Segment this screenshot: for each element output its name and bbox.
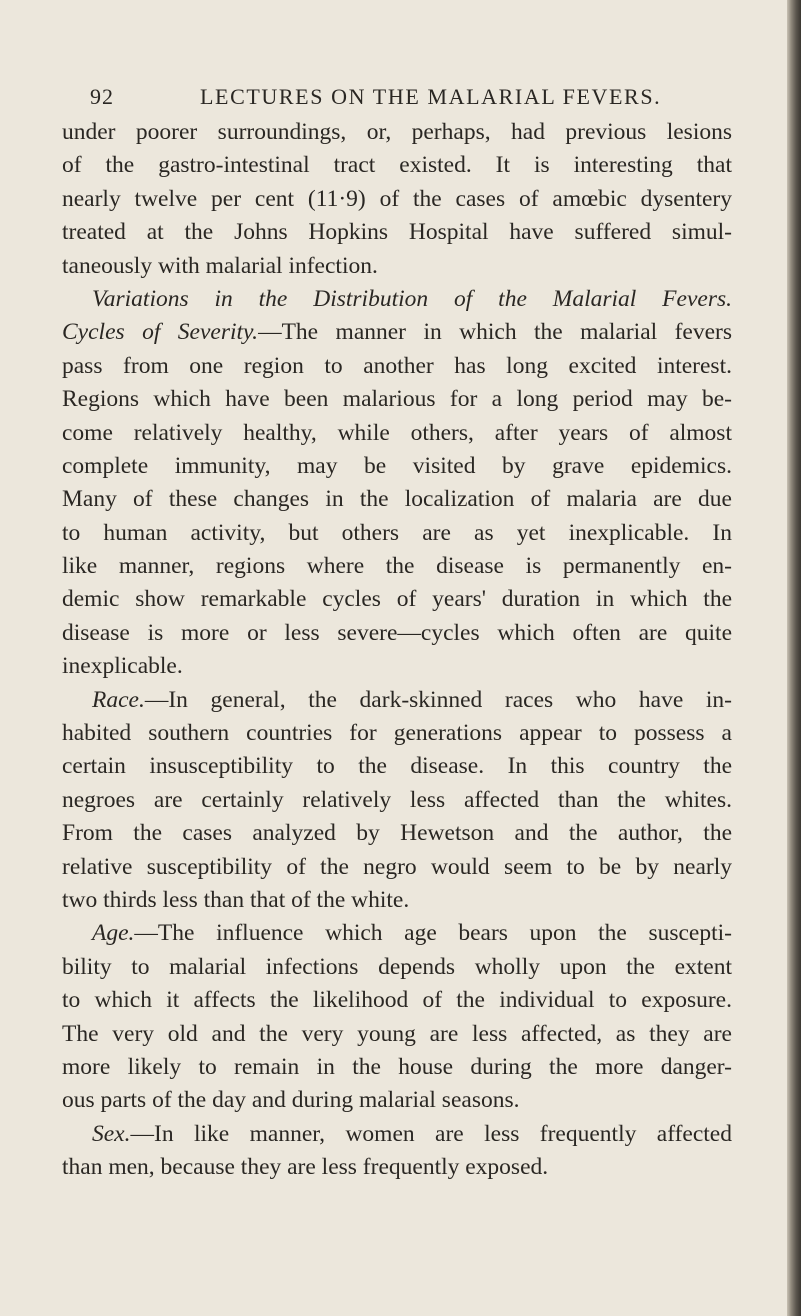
text-line: pass from one region to another has long excited interest.: [62, 352, 732, 379]
text-line: bility to malarial infections depends wholly upon the extent: [62, 953, 732, 980]
text-line: nearly twelve per cent (11·9) of the cases of amœbic dysentery: [62, 185, 732, 212]
text-run: —The influence which age bears upon the suscepti-: [134, 920, 732, 947]
subsection-heading: Age.: [92, 920, 135, 947]
text-line: demic show remarkable cycles of years' duration in which the: [62, 586, 732, 613]
text-line: more likely to remain in the house during the more danger-: [62, 1053, 732, 1080]
text-line: under poorer surroundings, or, perhaps, had previous lesions: [62, 119, 732, 145]
text-line: relative susceptibility of the negro would seem to be by nearly: [62, 853, 732, 880]
subsection-heading: Cycles of Severity.: [62, 319, 259, 346]
text-line: disease is more or less severe—cycles which often are quite: [62, 619, 732, 646]
subsection-heading: Sex.: [92, 1120, 131, 1147]
text-line: [62, 917, 732, 950]
text-line: two thirds less than that of the white.: [62, 886, 410, 913]
text-line: [62, 316, 732, 349]
text-line: The very old and the very young are less affected, as they are: [62, 1020, 732, 1047]
text-line: ous parts of the day and during malarial seasons.: [62, 1087, 520, 1114]
text-line: From the cases analyzed by Hewetson and the author, the: [62, 820, 732, 847]
text-line: complete immunity, may be visited by grave epidemics.: [62, 452, 732, 479]
text-run: —In like manner, women are less frequently affected: [130, 1120, 732, 1147]
text-line: habited southern countries for generations appear to possess a: [62, 720, 732, 747]
text-line: treated at the Johns Hopkins Hospital have suffered simul-: [62, 219, 732, 246]
text-line: of the gastro-intestinal tract existed. It is interesting that: [62, 152, 732, 179]
text-line: come relatively healthy, while others, after years of almost: [62, 419, 732, 446]
page-binding-shadow: [787, 0, 801, 1316]
subsection-heading: Race.: [92, 686, 145, 713]
text-line: inexplicable.: [62, 653, 183, 680]
text-line: than men, because they are less frequently exposed.: [62, 1154, 549, 1181]
page-header: [90, 84, 730, 112]
text-line: [62, 684, 732, 717]
text-run: —In general, the dark-skinned races who have in-: [144, 686, 732, 713]
text-line: like manner, regions where the disease is permanently en-: [62, 553, 732, 580]
text-line: negroes are certainly relatively less affected than the whites.: [62, 786, 732, 813]
text-line: taneously with malarial infection.: [62, 252, 378, 279]
text-line: [62, 1118, 732, 1151]
text-line: Many of these changes in the localization of malaria are due: [62, 486, 732, 513]
text-line: certain insusceptibility to the disease. In this country the: [62, 753, 732, 780]
text-line: Regions which have been malarious for a long period may be-: [62, 386, 732, 413]
page-number: 92: [90, 84, 114, 109]
text-run: —The manner in which the malarial fevers: [258, 319, 732, 346]
body-text: [62, 116, 732, 1185]
text-line: to human activity, but others are as yet inexplicable. In: [62, 519, 732, 546]
section-heading: Variations in the Distribution of the Malarial Fevers.: [92, 285, 732, 312]
running-title: LECTURES ON THE MALARIAL FEVERS.: [200, 84, 662, 109]
text-line: to which it affects the likelihood of the individual to exposure.: [62, 987, 732, 1014]
